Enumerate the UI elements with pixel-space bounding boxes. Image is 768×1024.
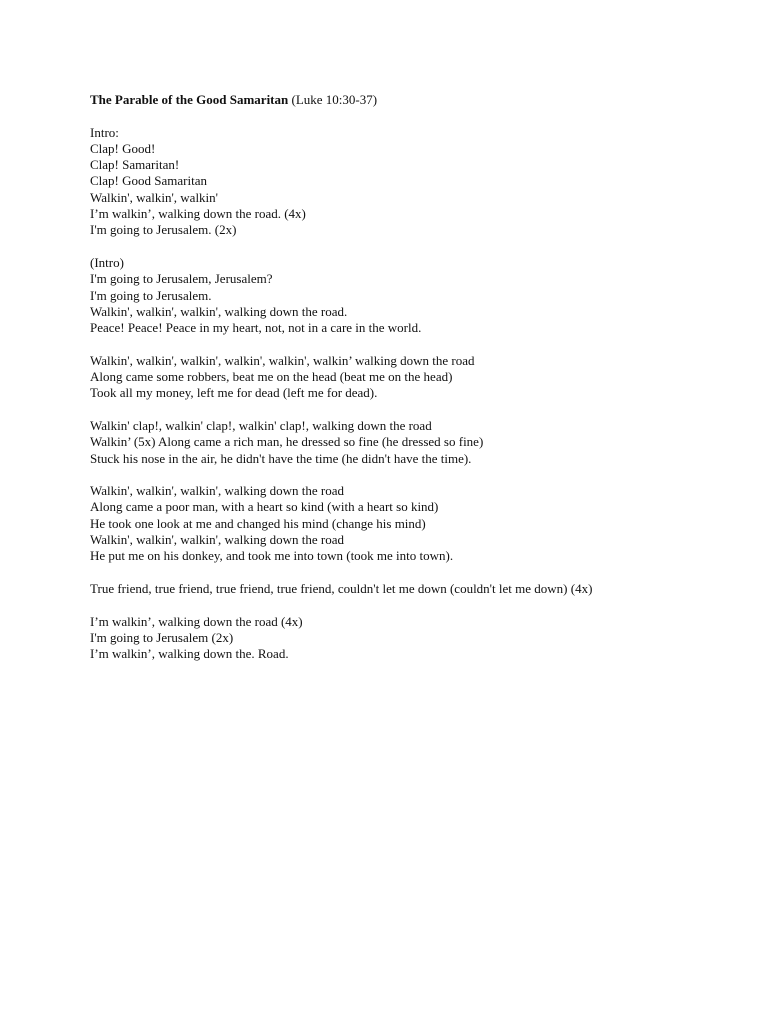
lyric-line: Walkin', walkin', walkin' — [90, 189, 219, 205]
lyric-line: I'm going to Jerusalem, Jerusalem? — [90, 271, 273, 287]
lyric-line: I'm going to Jerusalem (2x) — [90, 629, 234, 645]
blank-line — [90, 336, 730, 352]
lyrics-document — [90, 92, 730, 662]
lyric-line: He took one look at me and changed his mind (change his mind) — [90, 515, 426, 531]
lyric-line: Along came a poor man, with a heart so kind (with a heart so kind) — [90, 499, 439, 515]
blank-line — [90, 108, 730, 124]
lyric-line: I'm going to Jerusalem. (2x) — [90, 222, 237, 238]
lyric-line: (Intro) — [90, 254, 124, 270]
lyric-line: Peace! Peace! Peace in my heart, not, not in a care in the world. — [90, 320, 422, 336]
lyric-line: I’m walkin’, walking down the road. (4x) — [90, 206, 306, 222]
blank-line — [90, 467, 730, 483]
lyric-line: Stuck his nose in the air, he didn't have the time (he didn't have the time). — [90, 450, 472, 466]
lyrics-body — [90, 125, 730, 663]
blank-line — [90, 565, 730, 581]
lyric-line: Along came some robbers, beat me on the head (beat me on the head) — [90, 369, 453, 385]
lyric-line: Walkin’ (5x) Along came a rich man, he dressed so fine (he dressed so fine) — [90, 434, 484, 450]
stanza — [90, 418, 730, 467]
lyric-line: I'm going to Jerusalem. — [90, 287, 212, 303]
lyric-line: Walkin', walkin', walkin', walking down the road — [90, 532, 345, 548]
document-title — [90, 92, 730, 108]
stanza — [90, 581, 730, 597]
blank-line — [90, 597, 730, 613]
title-reference: (Luke 10:30-37) — [288, 92, 378, 107]
blank-line — [90, 239, 730, 255]
lyric-line: Walkin', walkin', walkin', walkin', walkin', walkin’ walking down the road — [90, 352, 475, 368]
stanza — [90, 353, 730, 402]
title-bold-text: The Parable of the Good Samaritan — [90, 92, 289, 107]
blank-line — [90, 402, 730, 418]
lyric-line: True friend, true friend, true friend, true friend, couldn't let me down (couldn't let me down) (4x) — [90, 580, 593, 596]
lyric-line: I’m walkin’, walking down the. Road. — [90, 646, 289, 662]
lyric-line: Took all my money, left me for dead (left me for dead). — [90, 385, 378, 401]
lyric-line: He put me on his donkey, and took me into town (took me into town). — [90, 548, 454, 564]
lyric-line: Clap! Good Samaritan — [90, 173, 207, 189]
lyric-line: Walkin' clap!, walkin' clap!, walkin' clap!, walking down the road — [90, 417, 432, 433]
lyric-line: Walkin', walkin', walkin', walking down the road — [90, 483, 345, 499]
lyric-line: Intro: — [90, 124, 119, 140]
lyric-line: Clap! Samaritan! — [90, 157, 180, 173]
lyric-line: Walkin', walkin', walkin', walking down the road. — [90, 303, 348, 319]
stanza — [90, 483, 730, 564]
lyric-line: I’m walkin’, walking down the road (4x) — [90, 613, 303, 629]
stanza — [90, 255, 730, 336]
stanza — [90, 125, 730, 239]
lyric-line: Clap! Good! — [90, 140, 156, 156]
stanza — [90, 614, 730, 663]
